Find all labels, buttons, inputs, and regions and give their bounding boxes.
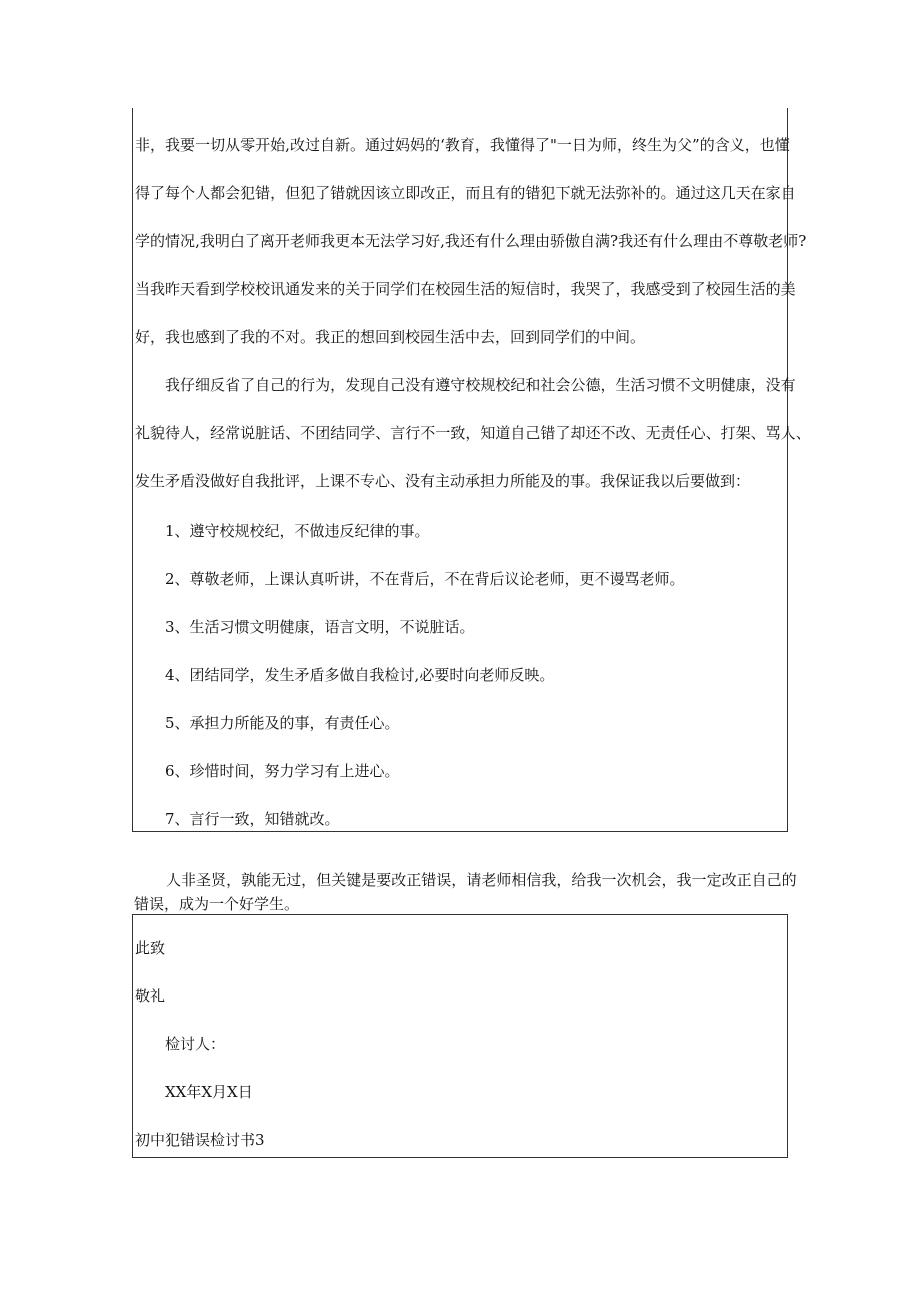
- paragraph-line: 发生矛盾没做好自我批评，上课不专心、没有主动承担力所能及的事。我保证我以后要做到：: [135, 472, 751, 490]
- promise-item: 2、尊敬老师，上课认真听讲，不在背后，不在背后议论老师，更不谩骂老师。: [165, 570, 685, 588]
- signer-label: 检讨人：: [165, 1035, 226, 1053]
- promise-item: 6、珍惜时间，努力学习有上进心。: [165, 762, 400, 780]
- paragraph-line: 得 了 每 个 人 都 会 犯 错 ， 但 犯 了 错 就 因 该 立 即 改 正 ， 而 且 有 的 错 犯 下 就 无 法 弥 补 的 。 通 过 这 几 天 在 家 自: [135, 184, 796, 202]
- paragraph-line: 我 仔 细 反 省 了 自 己 的 行 为 ， 发 现 自 己 没 有 遵 守 校 规 校 纪 和 社 会 公 德 ， 生 活 习 惯 不 文 明 健 康 ， 没 有: [165, 376, 796, 394]
- closing-paragraph-line: 人 非 圣 贤 ， 孰 能 无 过 ， 但 关 键 是 要 改 正 错 误 ， 请 老 师 相 信 我 ， 给 我 一 次 机 会 ， 我 一 定 改 正 自 己 的: [166, 871, 797, 889]
- paragraph-line: 好，我也感到了我的不对。我正的想回到校园生活中去，回到同学们的中间。: [135, 328, 646, 346]
- letter-body-box: [132, 108, 811, 832]
- paragraph-line: 礼 貌 待 人 ， 经 常 说 脏 话 、 不 团 结 同 学 、 言 行 不 一 致 ， 知 道 自 己 错 了 却 还 不 改 、 无 责 任 心 、 打 架 、 骂 人 、: [135, 424, 811, 442]
- promise-item: 4、团结同学，发生矛盾多做自我检讨,必要时向老师反映。: [165, 666, 555, 684]
- paragraph-line: 非 ， 我 要 一 切 从 零 开 始 , 改 过 自 新 。 通 过 妈 妈 的 ‘ 教 育 ， 我 懂 得 了 " 一 日 为 师 ， 终 生 为 父 ” 的 含 义 ， 也 懂: [135, 136, 790, 154]
- promise-item: 7、言行一致，知错就改。: [165, 810, 340, 828]
- salutation: 此致: [135, 939, 166, 957]
- letter-date: XX年X月X日: [165, 1083, 253, 1101]
- salutation: 敬礼: [135, 987, 166, 1005]
- promise-item: 3、生活习惯文明健康，语言文明，不说脏话。: [165, 618, 475, 636]
- promise-item: 5、承担力所能及的事，有责任心。: [165, 714, 400, 732]
- next-document-title: 初中犯错误检讨书3: [135, 1131, 265, 1149]
- promise-item: 1、遵守校规校纪，不做违反纪律的事。: [165, 522, 430, 540]
- paragraph-line: 当 我 昨 天 看 到 学 校 校 讯 通 发 来 的 关 于 同 学 们 在 校 园 生 活 的 短 信 时 ， 我 哭 了 ， 我 感 受 到 了 校 园 生 活 的 美: [135, 280, 796, 298]
- closing-paragraph-line: 错误，成为一个好学生。: [134, 895, 300, 913]
- signoff-box: [132, 914, 788, 1158]
- paragraph-line: 学 的 情 况 , 我 明 白 了 离 开 老 师 我 更 本 无 法 学 习 好 , 我 还 有 什 么 理 由 骄 傲 自 满 ? 我 还 有 什 么 理 由 不 尊 敬 老 师 ?: [135, 232, 807, 250]
